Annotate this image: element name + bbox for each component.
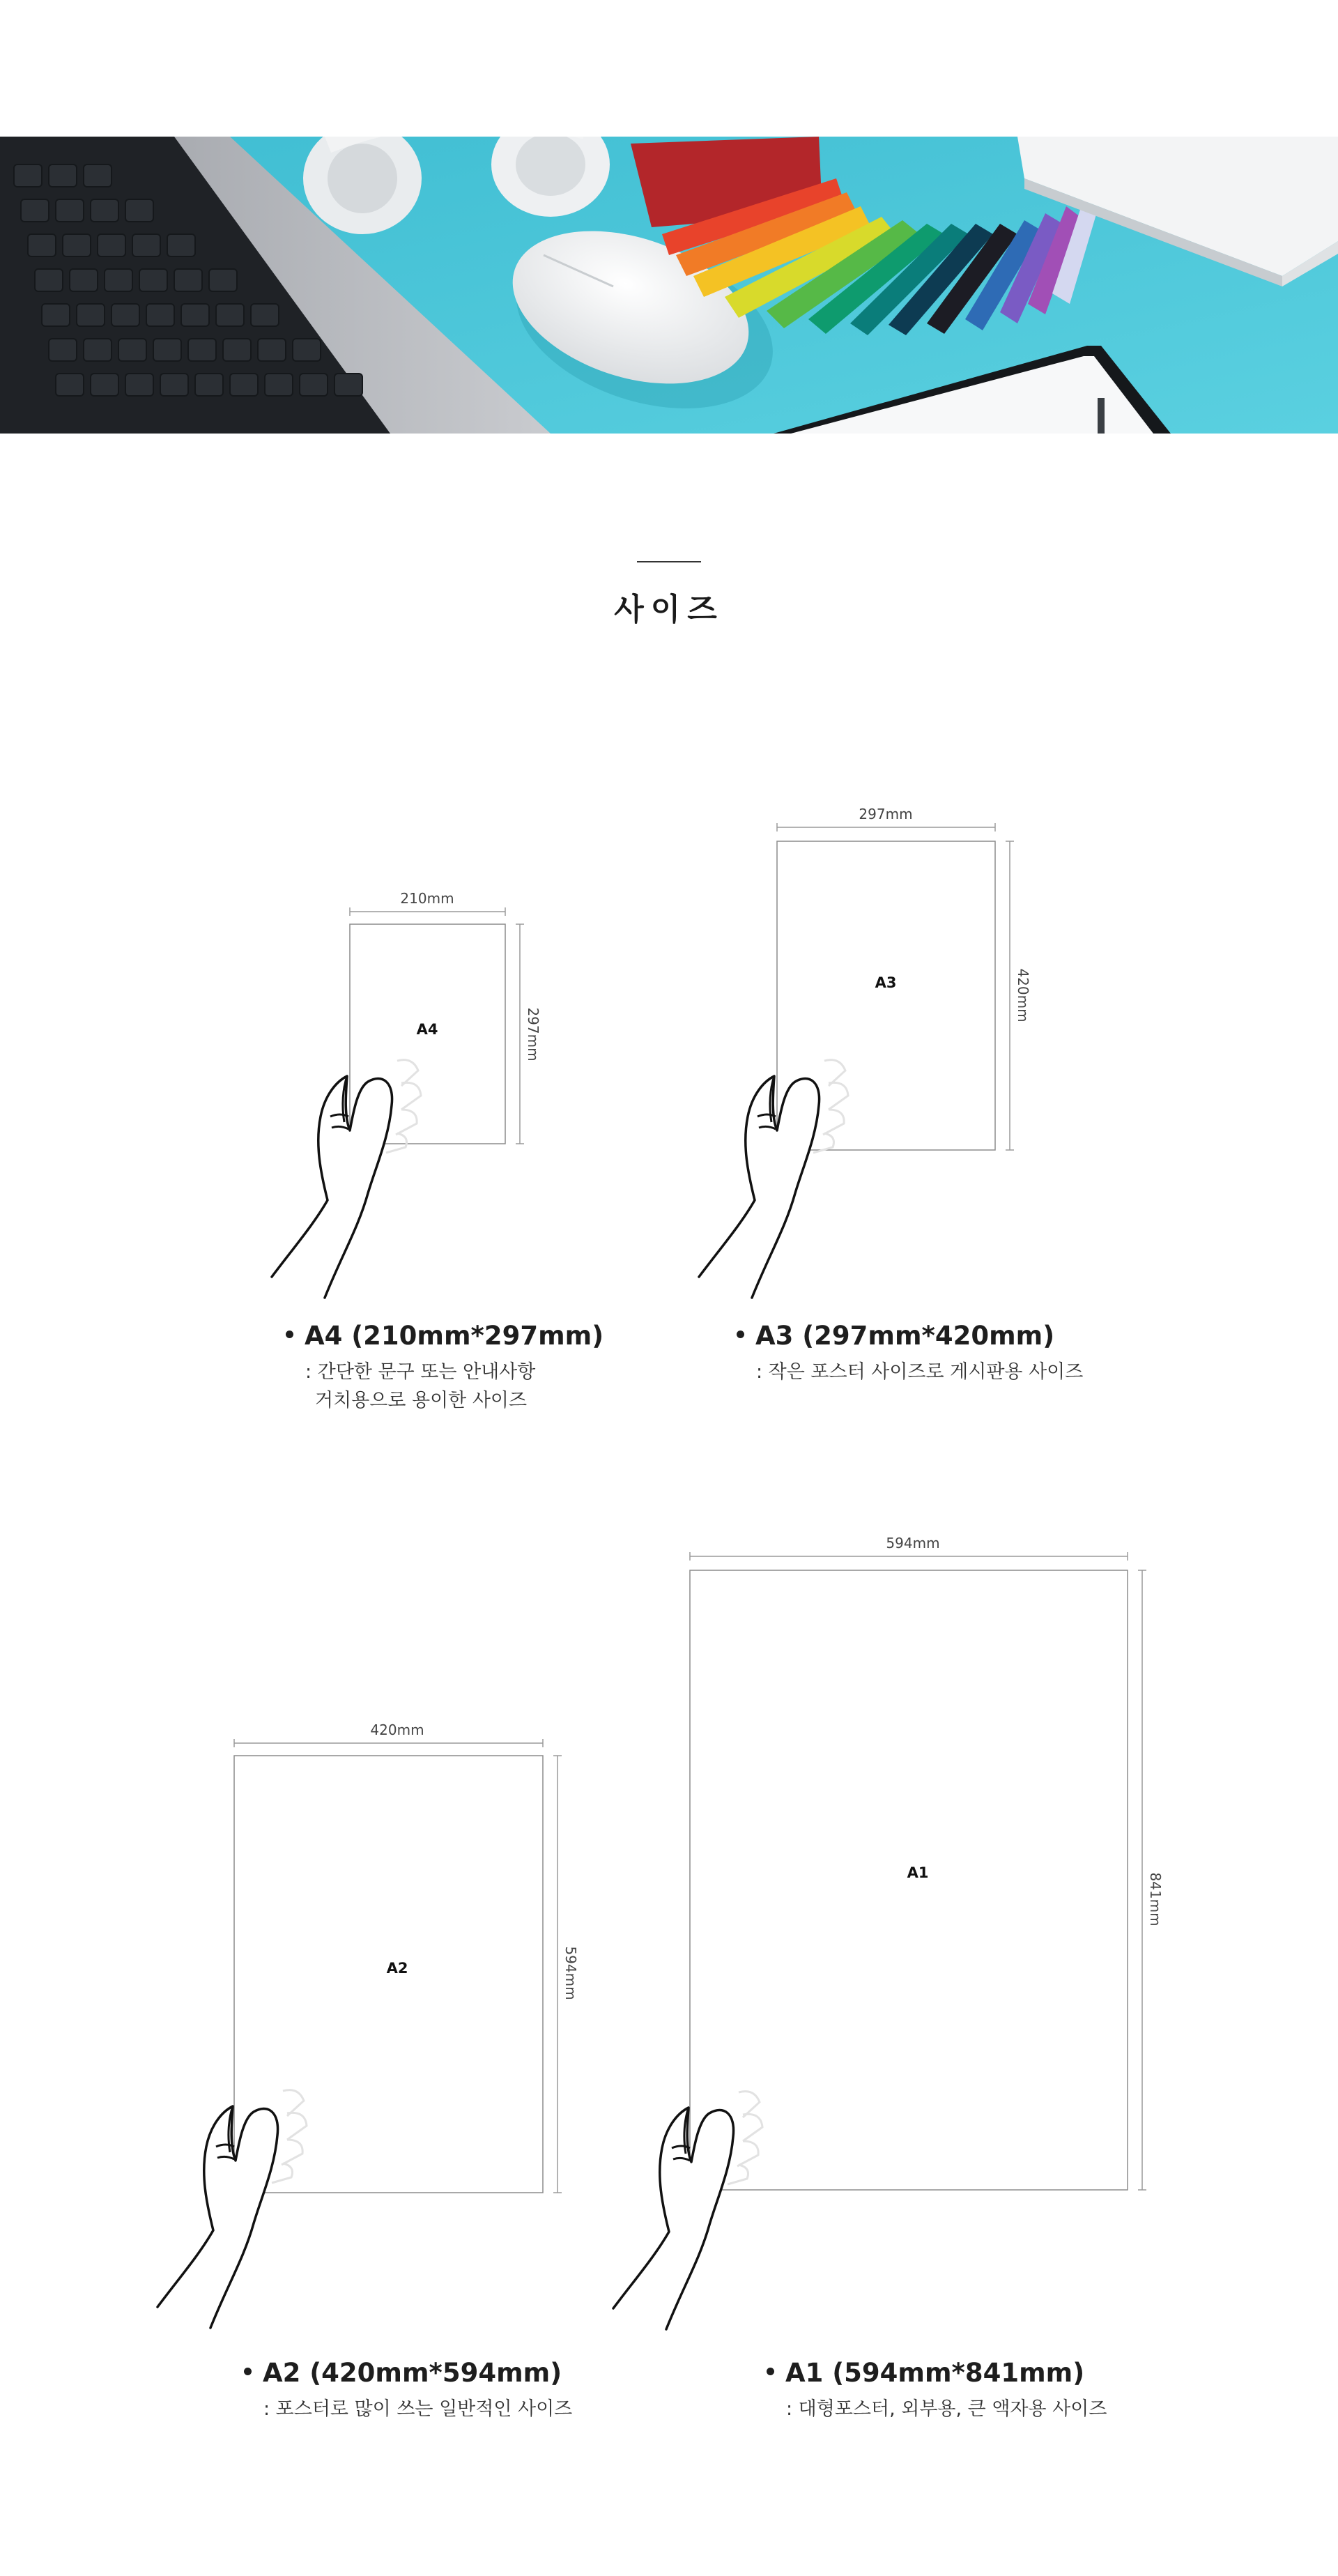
size-description <box>286 1358 603 1415</box>
caption-a4 <box>286 1321 603 1415</box>
size-title <box>737 1321 1083 1351</box>
size-title <box>244 2358 572 2388</box>
bullet-icon <box>737 1331 744 1338</box>
width-label: 594mm <box>886 1535 940 1551</box>
width-label: 297mm <box>859 806 913 822</box>
size-description-line: 거치용으로 용이한 사이즈 <box>315 1390 528 1411</box>
section-title: 사이즈 <box>614 592 724 627</box>
sheet-label: A2 <box>386 1960 408 1977</box>
size-title <box>767 2358 1107 2388</box>
caption-a1 <box>767 2358 1107 2423</box>
caption-a2 <box>244 2358 572 2423</box>
heading-divider <box>637 561 701 562</box>
sheet-label: A1 <box>907 1864 929 1881</box>
height-label: 420mm <box>1015 968 1031 1022</box>
size-description-line: : 간단한 문구 또는 안내사항 <box>305 1361 536 1383</box>
size-description <box>767 2395 1107 2423</box>
bullet-icon <box>244 2368 252 2375</box>
size-title-text: A1 (594mm*841mm) <box>785 2358 1085 2388</box>
width-label: 210mm <box>400 890 454 907</box>
sheet-label: A3 <box>875 974 897 991</box>
size-description <box>737 1358 1083 1386</box>
size-title-text: A3 (297mm*420mm) <box>755 1321 1055 1351</box>
bullet-icon <box>767 2368 774 2375</box>
sheet-label: A4 <box>416 1021 438 1038</box>
size-description <box>244 2395 572 2423</box>
height-label: 841mm <box>1147 1872 1164 1926</box>
caption-a3 <box>737 1321 1083 1386</box>
height-label: 594mm <box>562 1946 579 2000</box>
size-title-text: A2 (420mm*594mm) <box>263 2358 562 2388</box>
size-description-line: : 포스터로 많이 쓰는 일반적인 사이즈 <box>263 2398 573 2420</box>
sheet-a4 <box>265 880 544 1284</box>
size-title-text: A4 (210mm*297mm) <box>305 1321 604 1351</box>
sheet-a1 <box>610 1523 1181 2317</box>
size-description-line: : 대형포스터, 외부용, 큰 액자용 사이즈 <box>786 2398 1107 2420</box>
sheet-a3 <box>693 798 1056 1286</box>
hero-image <box>0 137 1338 434</box>
width-label: 420mm <box>370 1722 424 1738</box>
size-description-line: : 작은 포스터 사이즈로 게시판용 사이즈 <box>756 1361 1084 1383</box>
bullet-icon <box>286 1331 293 1338</box>
size-title <box>286 1321 603 1351</box>
sheet-a2 <box>153 1711 585 2317</box>
height-label: 297mm <box>525 1007 541 1061</box>
